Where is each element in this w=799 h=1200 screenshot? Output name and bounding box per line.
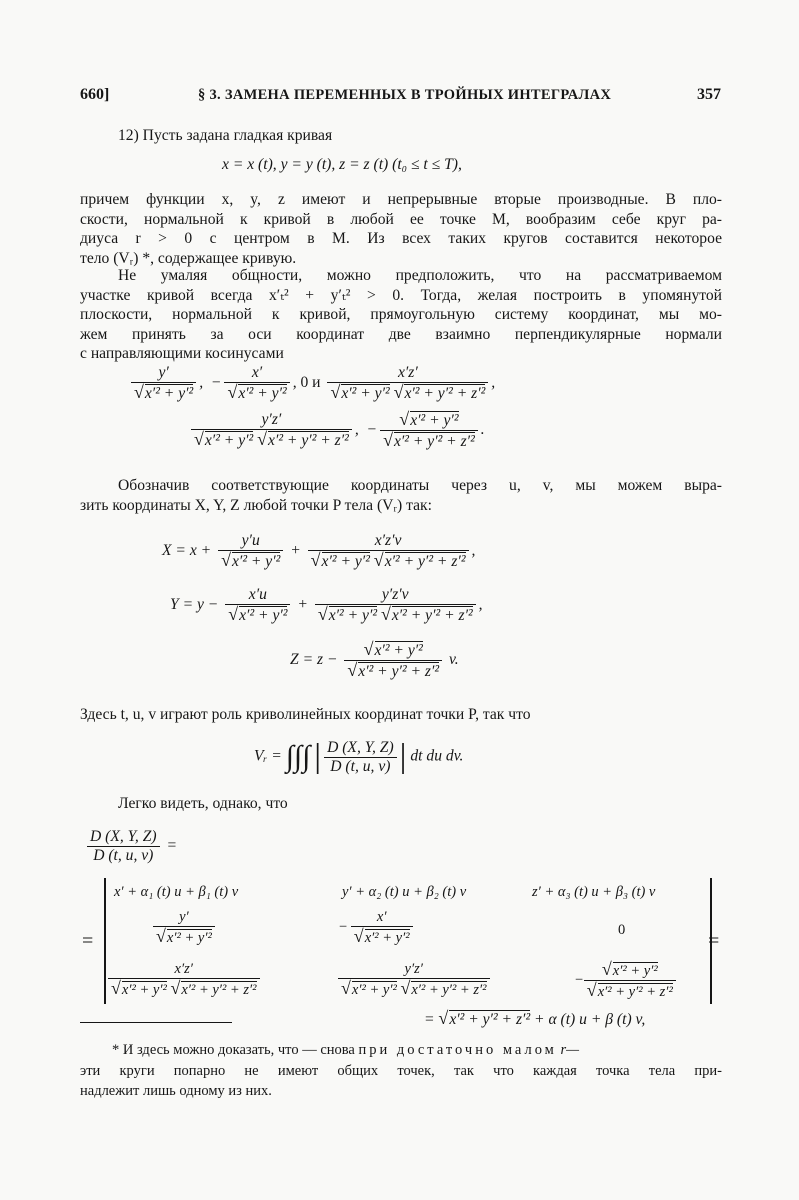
fraction: $\frac{x'z'}{\text{√x′² + y′² √x′² + y′² + z′²}}$ [327,364,488,403]
jacobian-lhs: $\frac{D (X, Y, Z)}{D (t, u, v)}$ = [84,828,177,865]
det-cell: − $\frac{\text{√x′² + y′²}}{\text{√x′² + y′² + z′²}}$ [574,960,676,1001]
conjunction: 0 и [300,374,321,392]
cosines-row-2: $\frac{y'z'}{\text{√x′² + y′² √x′² + y′² + z′²}}$ , − $\frac{\text{√x′² + y′²}}{\text{√x′² + y′² + z′²}}$ . [188,410,485,451]
running-header [80,86,721,110]
fraction: $\frac{x'}{\text{√x′² + y′²}}$ [224,364,289,403]
page-number: 357 [697,86,721,103]
text-line: жем принять за оси координат две взаимно перпендикулярные нормали [80,325,722,343]
det-cell: 0 [618,922,626,938]
det-cell: $\frac{y'}{\text{√x′² + y′²}}$ [150,908,218,947]
fraction: $\frac{x'u}{\text{√x′² + y′²}}$ [225,586,290,625]
item-heading: 12) Пусть задана гладкая кривая [118,127,333,144]
cosines-row-1: $\frac{y'}{\text{√x′² + y′²}}$ , − $\frac{x'}{\text{√x′² + y′²}}$ , 0 и $\frac{x'z'}{\text{√x′² + y′² √x′² + y′² + z′²}}$ , [128,364,495,403]
fraction: $\frac{D (X, Y, Z)}{D (t, u, v)}$ [87,828,160,865]
text-line: зить координаты X, Y, Z любой точки P тела (Vᵣ) так: [80,496,432,514]
fraction: $\frac{\text{√x′² + y′²}}{\text{√x′² + y′² + z′²}}$ [344,640,442,681]
fraction: $\frac{y'z'v}{\text{√x′² + y′² √x′² + y′² + z′²}}$ [315,586,476,625]
paragraph-2 [80,266,722,364]
footnote-line: надлежит лишь одному из них. [80,1083,272,1099]
fraction: $\frac{\text{√x′² + y′²}}{\text{√x′² + y′² + z′²}}$ [380,410,478,451]
formula-Y: Y = y − $\frac{x'u}{\text{√x′² + y′²}}$ + $\frac{y'z'v}{\text{√x′² + y′² √x′² + y′² + z′²}}$ , [170,586,483,624]
result-expression: = √x′² + y′² + z′² + α (t) u + β (t) v, [424,1008,646,1028]
text-line: причем функции x, y, z имеют и непрерывные вторые производные. В пло- [80,191,722,208]
paragraph-5: Легко видеть, однако, что [118,795,288,812]
paragraph-4: Здесь t, u, v играют роль криволинейных координат точки P, так что [80,706,531,723]
fraction: $\frac{x'z'v}{\text{√x′² + y′² √x′² + y′² + z′²}}$ [308,532,469,571]
formula-X: X = x + $\frac{y'u}{\text{√x′² + y′²}}$ + $\frac{x'z'v}{\text{√x′² + y′² √x′² + y′² + z′²}}$ , [162,532,476,570]
footnote [80,1040,722,1102]
section-marker: 660] [80,86,110,103]
fraction: $\frac{y'z'}{\text{√x′² + y′² √x′² + y′² + z′²}}$ [191,411,352,450]
det-cell: − $\frac{x'}{\text{√x′² + y′²}}$ [338,908,416,947]
footnote-line: эти круги попарно не имеют общих точек, так что каждая точка тела при- [80,1062,722,1079]
fraction: $\frac{y'}{\text{√x′² + y′²}}$ [131,364,196,403]
determinant [104,878,712,1004]
fraction: $\frac{y'u}{\text{√x′² + y′²}}$ [218,532,283,571]
fraction: $\frac{D (X, Y, Z)}{D (t, u, v)}$ [324,739,397,776]
text-line: с направляющими косинусами [80,345,284,362]
det-cell: x′ + α₁ (t) u + β₁ (t) v [114,884,239,900]
text-line: диуса r > 0 с центром в M. Из всех таких кругов составится некоторое [80,230,722,247]
paragraph-3 [80,476,722,515]
eq-curve: x = x (t), y = y (t), z = z (t) (t₀ ≤ t ≤ T), [222,156,462,173]
text-line: Не умаляя общности, можно предположить, что на рассматриваемом [118,267,722,284]
text-line: Обозначив соответствующие координаты через u, v, мы можем выра- [118,477,722,494]
text-line: участке кривой всегда x′ₜ² + y′ₜ² > 0. Тогда, желая построить в упомянутой [80,286,722,304]
text-line: скости, нормальной к кривой в любой ее точке M, вообразим себе круг ра- [80,210,722,228]
det-cell: z′ + α₃ (t) u + β₃ (t) v [532,884,656,900]
footnote-rule [80,1022,232,1023]
equals-sign: = [708,930,720,952]
det-cell: $\frac{y'z'}{\text{√x′² + y′² √x′² + y′² + z′²}}$ [338,960,490,999]
det-cell: $\frac{x'z'}{\text{√x′² + y′² √x′² + y′² + z′²}}$ [108,960,260,999]
det-cell: y′ + α₂ (t) u + β₂ (t) v [342,884,467,900]
text-line: плоскости, нормальной к кривой, прямоугольную систему координат, мы мо- [80,306,722,323]
footnote-line: * И здесь можно доказать, что — снова при достаточно малом r— [112,1042,580,1058]
paragraph-1 [80,190,722,268]
volume-formula: Vᵣ = ∫∫∫ | $\frac{D (X, Y, Z)}{D (t, u, v)}$ | dt du dv. [254,738,464,775]
formula-Z: Z = z − $\frac{\text{√x′² + y′²}}{\text{√x′² + y′² + z′²}}$ v. [290,639,459,680]
text-line: тело (Vᵣ) *, содержащее кривую. [80,249,297,267]
running-title: § 3. ЗАМЕНА ПЕРЕМЕННЫХ В ТРОЙНЫХ ИНТЕГРАЛАХ [198,87,612,103]
equals-sign: = [82,930,94,952]
